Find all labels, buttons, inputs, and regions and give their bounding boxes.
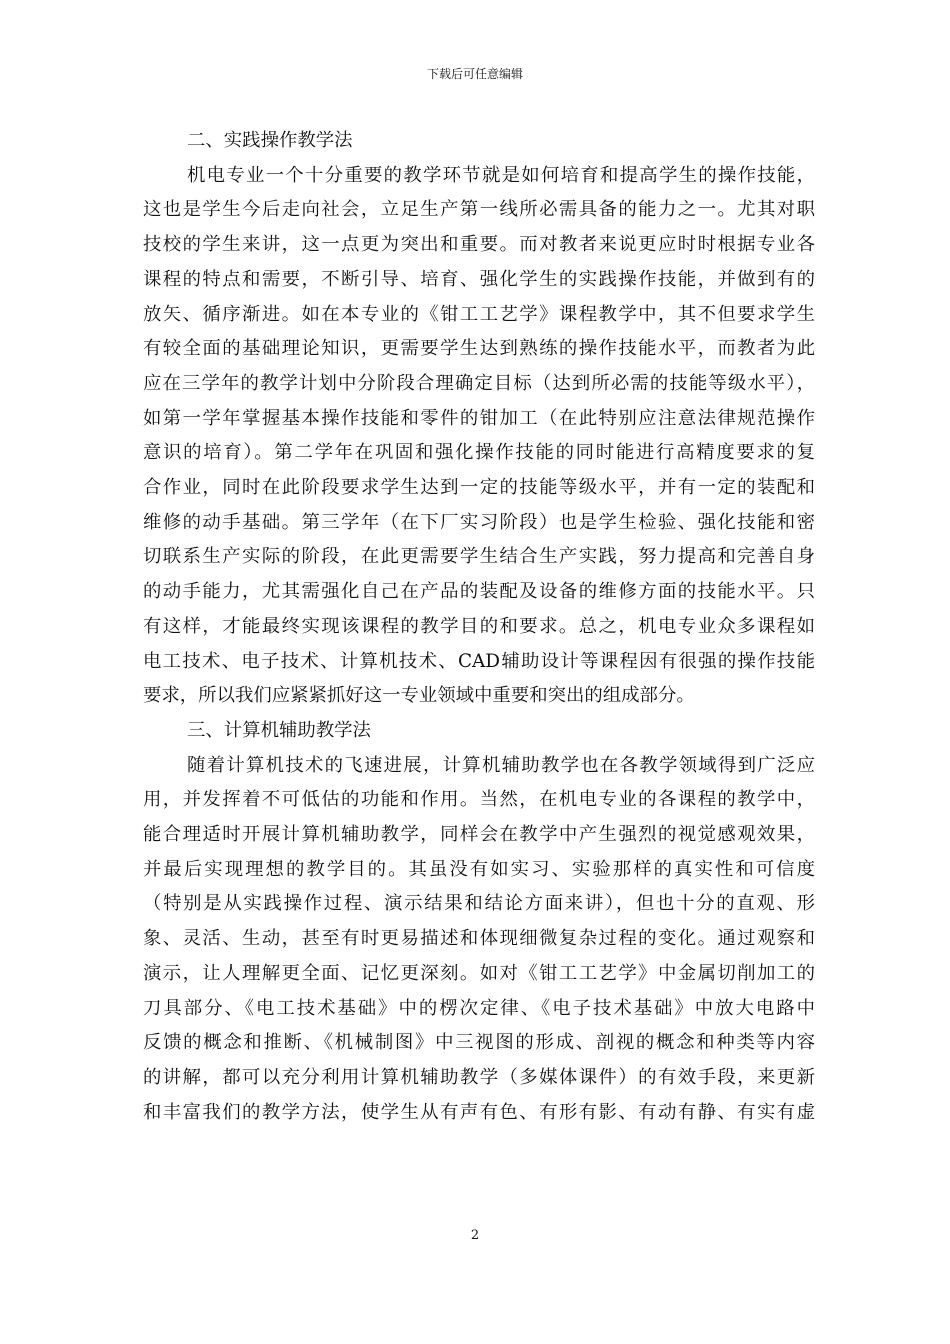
paragraph-line: 合作业，同时在此阶段要求学生达到一定的技能等级水平，并有一定的装配和 bbox=[143, 477, 815, 499]
paragraph-line: 随着计算机技术的飞速进展，计算机辅助教学也在各教学领域得到广泛应 bbox=[187, 754, 815, 776]
paragraph-line: 机电专业一个十分重要的教学环节就是如何培育和提高学生的操作技能， bbox=[187, 164, 815, 186]
paragraph-line: 意识的培育）。第二学年在巩固和强化操作技能的同时能进行高精度要求的复 bbox=[143, 442, 815, 464]
paragraph-line: 如第一学年掌握基本操作技能和零件的钳加工（在此特别应注意法律规范操作 bbox=[143, 407, 815, 429]
paragraph-line: 的动手能力，尤其需强化自己在产品的装配及设备的维修方面的技能水平。只 bbox=[143, 581, 815, 603]
paragraph-practice bbox=[143, 159, 815, 714]
paragraph-line: 应在三学年的教学计划中分阶段合理确定目标（达到所必需的技能等级水平）， bbox=[143, 372, 815, 394]
paragraph-cai bbox=[143, 749, 815, 1131]
paragraph-line: （特别是从实践操作过程、演示结果和结论方面来讲），但也十分的直观、形 bbox=[143, 893, 815, 915]
paragraph-line: 并最后实现理想的教学目的。其虽没有如实习、实验那样的真实性和可信度 bbox=[143, 858, 815, 880]
paragraph-line: 用，并发挥着不可低估的功能和作用。当然，在机电专业的各课程的教学中， bbox=[143, 789, 815, 811]
section-heading-cai: 三、计算机辅助教学法 bbox=[187, 719, 371, 741]
paragraph-line: 电工技术、电子技术、计算机技术、CAD辅助设计等课程因有很强的操作技能 bbox=[143, 650, 815, 672]
paragraph-line: 放矢、循序渐进。如在本专业的《钳工工艺学》课程教学中，其不但要求学生 bbox=[143, 303, 815, 325]
paragraph-line: 技校的学生来讲，这一点更为突出和重要。而对教者来说更应时时根据专业各 bbox=[143, 234, 815, 256]
paragraph-line: 和丰富我们的教学方法，使学生从有声有色、有形有影、有动有静、有实有虚 bbox=[143, 1101, 815, 1123]
page-header: 下载后可任意编辑 bbox=[426, 67, 523, 81]
document-body bbox=[143, 124, 815, 1130]
paragraph-line: 要求，所以我们应紧紧抓好这一专业领域中重要和突出的组成部分。 bbox=[143, 685, 695, 707]
paragraph-line: 的讲解，都可以充分利用计算机辅助教学（多媒体课件）的有效手段，来更新 bbox=[143, 1066, 815, 1088]
paragraph-line: 这也是学生今后走向社会，立足生产第一线所必需具备的能力之一。尤其对职 bbox=[143, 199, 815, 221]
paragraph-line: 课程的特点和需要，不断引导、培育、强化学生的实践操作技能，并做到有的 bbox=[143, 268, 815, 290]
paragraph-line: 象、灵活、生动，甚至有时更易描述和体现细微复杂过程的变化。通过观察和 bbox=[143, 928, 815, 950]
paragraph-line: 反馈的概念和推断、《机械制图》中三视图的形成、剖视的概念和种类等内容 bbox=[143, 1032, 815, 1054]
paragraph-line: 能合理适时开展计算机辅助教学，同样会在教学中产生强烈的视觉感观效果， bbox=[143, 824, 815, 846]
paragraph-line: 演示，让人理解更全面、记忆更深刻。如对《钳工工艺学》中金属切削加工的 bbox=[143, 962, 815, 984]
section-heading-practice: 二、实践操作教学法 bbox=[187, 130, 353, 151]
paragraph-line: 有这样，才能最终实现该课程的教学目的和要求。总之，机电专业众多课程如 bbox=[143, 615, 815, 637]
paragraph-line: 刀具部分、《电工技术基础》中的楞次定律、《电子技术基础》中放大电路中 bbox=[143, 997, 815, 1019]
paragraph-line: 维修的动手基础。第三学年（在下厂实习阶段）也是学生检验、强化技能和密 bbox=[143, 511, 815, 533]
page-number: 2 bbox=[470, 1228, 480, 1243]
paragraph-line: 有较全面的基础理论知识，更需要学生达到熟练的操作技能水平，而教者为此 bbox=[143, 338, 815, 360]
paragraph-line: 切联系生产实际的阶段，在此更需要学生结合生产实践，努力提高和完善自身 bbox=[143, 546, 815, 568]
